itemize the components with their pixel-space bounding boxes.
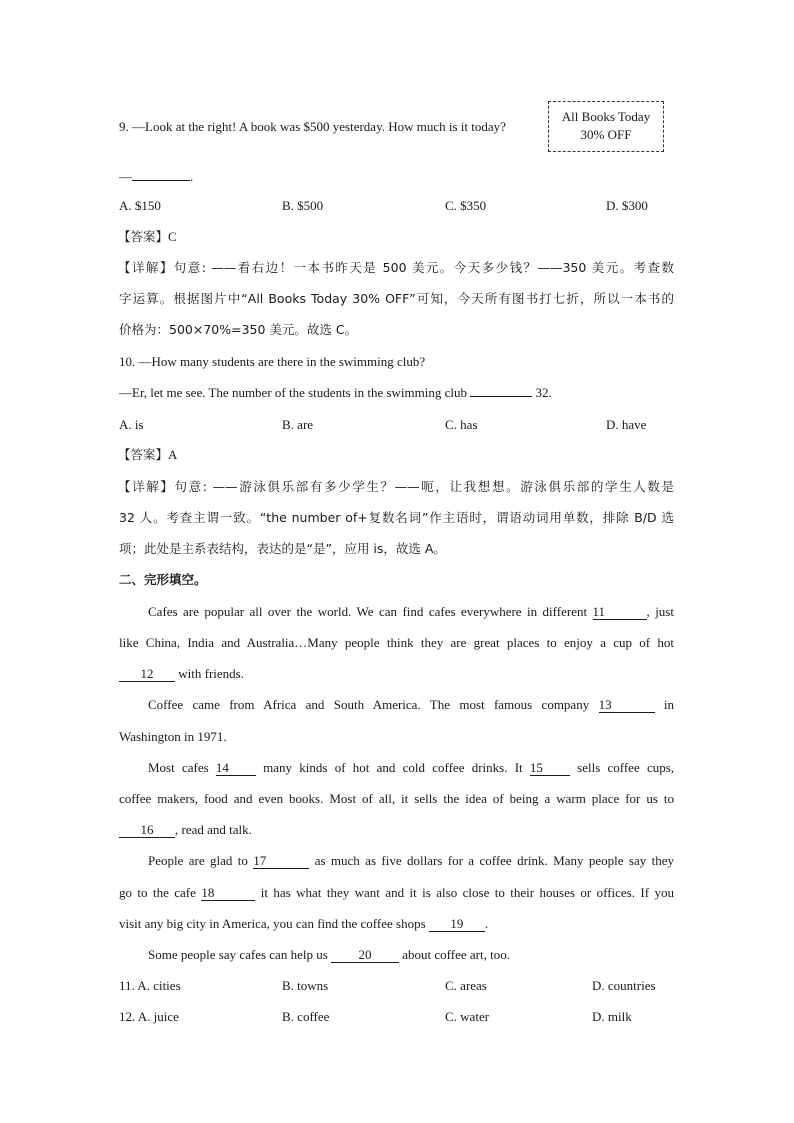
q12-option-a: 12. A. juice <box>119 1009 179 1024</box>
q10-option-b: B. are <box>282 417 314 432</box>
passage-text: as much as five dollars for a coffee drink. Many people say they <box>314 853 674 868</box>
reply-end: . <box>190 169 194 184</box>
q10-explain-line-3: 项；此处是主系表结构，表达的是“是”，应用 is，故选 A。 <box>119 541 446 556</box>
passage-line-12 <box>148 946 510 964</box>
blank-11: 11 <box>593 605 647 620</box>
q9-option-a: A. $150 <box>119 198 161 213</box>
q10-option-c: C. has <box>445 417 478 432</box>
answer-value: C <box>168 229 177 244</box>
blank-12: 12 <box>119 667 175 682</box>
passage-text: about coffee art, too. <box>402 947 510 962</box>
answer-label: 【答案】 <box>118 447 169 462</box>
passage-line-8 <box>119 821 252 839</box>
passage-line-4 <box>148 696 674 714</box>
blank-14: 14 <box>216 761 256 776</box>
passage-text: it has what they want and it is also close to their houses or offices. If you <box>260 885 674 900</box>
reply-text: —Er, let me see. The number of the students in the swimming club <box>119 385 468 400</box>
blank-13: 13 <box>599 698 655 713</box>
passage-text: Some people say cafes can help us <box>148 947 328 962</box>
passage-text: Most cafes <box>148 760 209 775</box>
answer-blank <box>470 396 532 397</box>
sale-sign-box <box>548 101 664 152</box>
sale-sign-line1: All Books Today <box>561 109 651 124</box>
answer-value: A <box>168 447 178 462</box>
answer-blank <box>132 180 190 181</box>
reply-dash: — <box>119 169 132 184</box>
q9-option-d: D. $300 <box>606 198 648 213</box>
blank-20: 20 <box>331 948 399 963</box>
explain-text: 句意: ——游泳俱乐部有多少学生？——呃，让我想想。游泳俱乐部的学生人数是 <box>174 479 674 494</box>
passage-text: , read and talk. <box>175 822 252 837</box>
q10-explain-line-2: 32 人。考查主谓一致。“the number of+复数名词”作主语时，谓语动词用单数，排除 B/D 选 <box>119 510 674 525</box>
reply-end: 32. <box>535 385 552 400</box>
question-10-reply <box>119 384 552 402</box>
passage-line-9 <box>148 852 674 870</box>
q10-option-d: D. have <box>606 417 647 432</box>
passage-line-7: coffee makers, food and even books. Most of all, it sells the idea of being a warm place for us to <box>119 791 674 806</box>
blank-18: 18 <box>201 886 255 901</box>
q10-answer <box>118 446 177 464</box>
passage-line-5: Washington in 1971. <box>119 729 227 744</box>
explain-label: 【详解】 <box>118 260 174 275</box>
passage-line-3 <box>119 665 244 683</box>
q10-explain-line-1 <box>118 478 674 496</box>
blank-15: 15 <box>530 761 570 776</box>
passage-text: visit any big city in America, you can find the coffee shops <box>119 916 426 931</box>
passage-text: . <box>484 916 489 931</box>
passage-text: with friends. <box>178 666 244 681</box>
question-9-stem: 9. —Look at the right! A book was $500 yesterday. How much is it today? <box>119 119 506 134</box>
passage-line-10 <box>119 884 674 902</box>
passage-line-11 <box>119 915 488 933</box>
passage-line-6 <box>148 759 674 777</box>
q12-option-c: C. water <box>445 1009 490 1024</box>
q12-option-d: D. milk <box>592 1009 632 1024</box>
blank-17: 17 <box>253 854 309 869</box>
passage-text: Cafes are popular all over the world. We can find cafes everywhere in different <box>148 604 588 619</box>
explain-label: 【详解】 <box>118 479 175 494</box>
question-9-reply <box>119 168 193 186</box>
passage-text: , just <box>646 604 674 619</box>
q10-option-a: A. is <box>119 417 144 432</box>
sale-sign-line2: 30% OFF <box>580 127 632 142</box>
q11-option-c: C. areas <box>445 978 487 993</box>
q9-option-c: C. $350 <box>445 198 487 213</box>
q12-option-b: B. coffee <box>282 1009 330 1024</box>
passage-text: Coffee came from Africa and South America. The most famous company <box>148 697 590 712</box>
question-10-stem: 10. —How many students are there in the swimming club? <box>119 354 426 369</box>
passage-line-2: like China, India and Australia…Many people think they are great places to enjoy a cup of hot <box>119 635 674 650</box>
blank-19: 19 <box>429 917 485 932</box>
q9-answer <box>118 228 177 246</box>
passage-text: in <box>663 697 675 712</box>
passage-text: People are glad to <box>148 853 248 868</box>
q9-option-b: B. $500 <box>282 198 324 213</box>
passage-text: go to the cafe <box>119 885 196 900</box>
q11-option-a: 11. A. cities <box>119 978 181 993</box>
passage-text: many kinds of hot and cold coffee drinks. It <box>263 760 523 775</box>
answer-label: 【答案】 <box>118 229 169 244</box>
q9-explain-line-1 <box>118 259 674 277</box>
q9-explain-line-2: 字运算。根据图片中“All Books Today 30% OFF”可知，今天所有图书打七折，所以一本书的 <box>119 291 674 306</box>
section-title: 二、完形填空。 <box>119 572 207 587</box>
explain-text: 句意: ——看右边！一本书昨天是 500 美元。今天多少钱？——350 美元。考查数 <box>173 260 674 275</box>
q11-option-b: B. towns <box>282 978 329 993</box>
q11-option-d: D. countries <box>592 978 656 993</box>
blank-16: 16 <box>119 823 175 838</box>
passage-text: sells coffee cups, <box>577 760 675 775</box>
passage-line-1 <box>148 603 674 621</box>
q9-explain-line-3: 价格为：500×70%=350 美元。故选 C。 <box>119 322 358 337</box>
